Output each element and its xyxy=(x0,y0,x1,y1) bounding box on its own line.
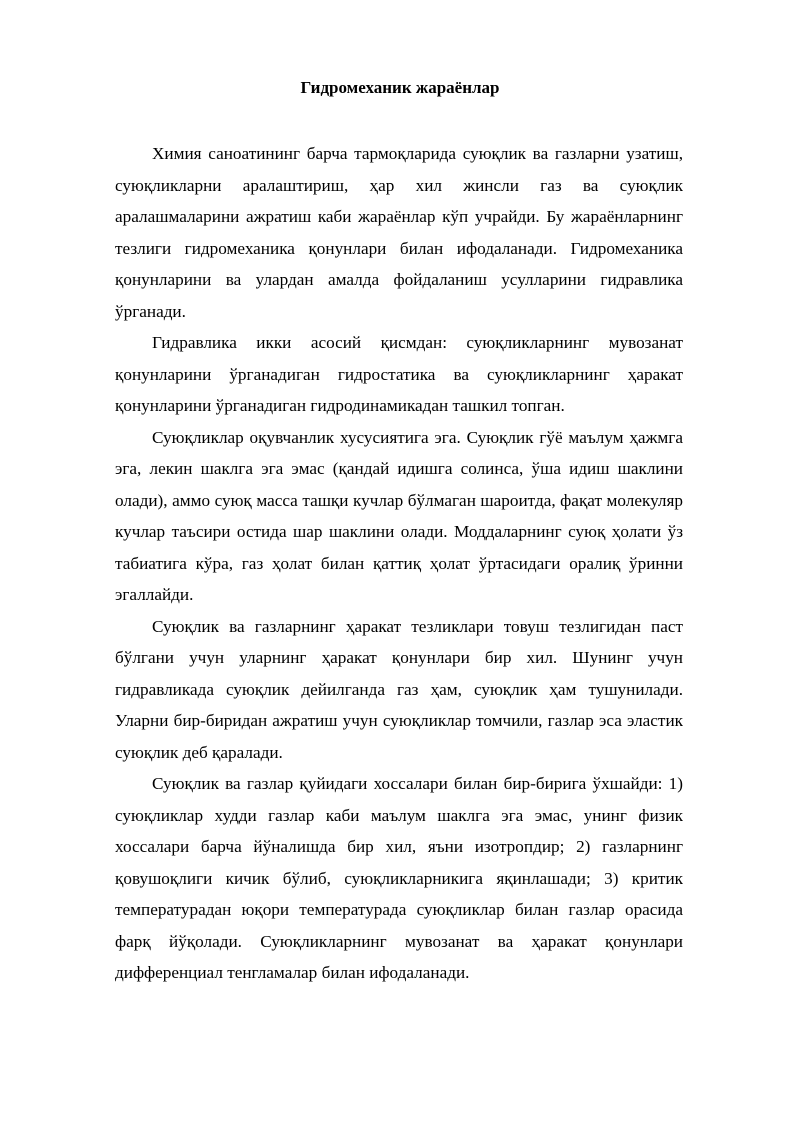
paragraph: Суюқликлар оқувчанлик хусусиятига эга. Суюқлик гўё маълум ҳажмга эга, лекин шаклга эга эмас (қандай идишга солинса, ўша идиш шаклини олади), аммо суюқ масса ташқи кучлар бўлмаган шароитда, фақат молекуляр кучлар таъсири остида шар шаклини олади. Моддаларнинг суюқ ҳолати ўз табиатига кўра, газ ҳолат билан қаттиқ ҳолат ўртасидаги оралиқ ўринни эгаллайди. xyxy=(115,427,683,604)
document-title: Гидромеханик жараёнлар xyxy=(300,78,500,97)
paragraph: Гидравлика икки асосий қисмдан: суюқликларнинг мувозанат қонунларини ўрганадиган гидростатика ва суюқликларнинг ҳаракат қонунларини ўрганадиган гидродинамикадан ташкил топган. xyxy=(115,333,683,415)
paragraph: Суюқлик ва газларнинг ҳаракат тезликлари товуш тезлигидан паст бўлгани учун уларнинг ҳаракат қонунлари бир хил. Шунинг учун гидравликада суюқлик дейилганда газ ҳам, суюқлик ҳам тушунилади. Уларни бир-биридан ажратиш учун суюқликлар томчили, газлар эса эластик суюқлик деб қаралади. xyxy=(115,616,683,762)
document-body xyxy=(115,138,683,989)
paragraph: Суюқлик ва газлар қуйидаги хоссалари билан бир-бирига ўхшайди: 1) суюқликлар худди газлар каби маълум шаклга эга эмас, унинг физик хоссалари барча йўналишда бир хил, яъни изотропдир; 2) газларнинг қовушоқлиги кичик бўлиб, суюқликларникига яқинлашади; 3) критик температурадан юқори температурада суюқликлар билан газлар орасида фарқ йўқолади. Суюқликларнинг мувозанат ва ҳаракат қонунлари дифференциал тенгламалар билан ифодаланади. xyxy=(115,774,683,982)
paragraph: Химия саноатининг барча тармоқларида суюқлик ва газларни узатиш, суюқликларни аралаштириш, ҳар хил жинсли газ ва суюқлик аралашмаларини ажратиш каби жараёнлар кўп учрайди. Бу жараёнларнинг тезлиги гидромеханика қонунлари билан ифодаланади. Гидромеханика қонунларини ва улардан амалда фойдаланиш усулларини гидравлика ўрганади. xyxy=(115,144,683,321)
